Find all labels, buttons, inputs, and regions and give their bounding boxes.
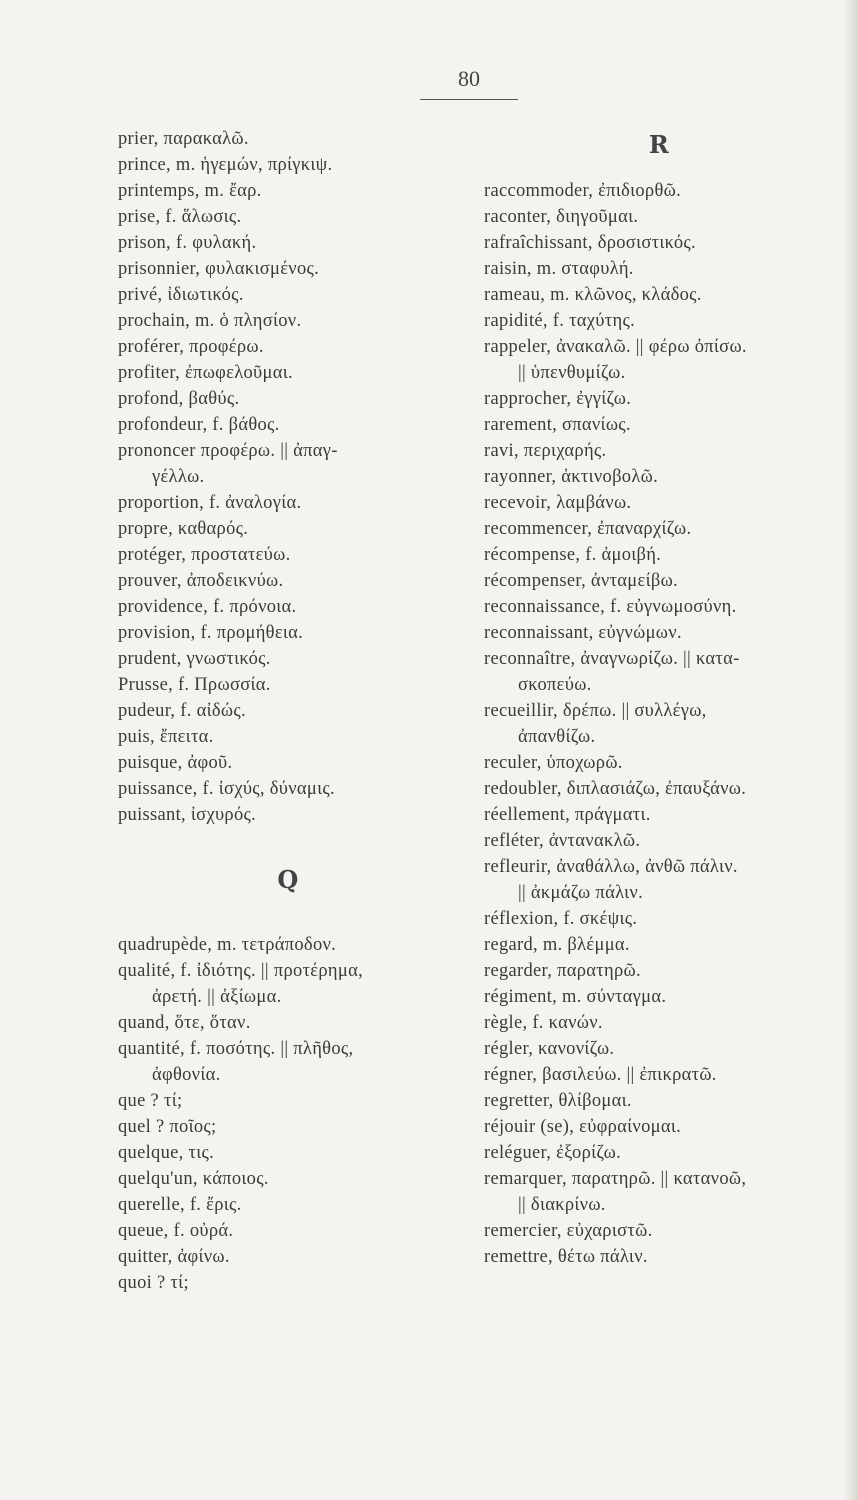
dictionary-entry: protéger, προστατεύω. [118,545,291,565]
dictionary-entry: reléguer, ἐξορίζω. [484,1143,622,1163]
section-letter: Q [277,865,299,894]
dictionary-entry: quadrupède, m. τετράποδον. [118,935,337,955]
section-letter: R [648,130,670,159]
dictionary-entry: querelle, f. ἔρις. [118,1195,242,1215]
dictionary-entry-continuation: γέλλω. [152,467,205,487]
dictionary-entry: regarder, παρατηρῶ. [484,961,641,981]
dictionary-entry: remettre, θέτω πάλιν. [484,1247,648,1267]
dictionary-entry: que ? τί; [118,1091,183,1111]
dictionary-entry: réellement, πράγματι. [484,805,651,825]
dictionary-entry: recueillir, δρέπω. || συλλέγω, [484,701,707,721]
dictionary-entry: reconnaître, ἀναγνωρίζω. || κατα- [484,649,740,669]
dictionary-entry: provision, f. προμήθεια. [118,623,304,643]
dictionary-entry: quelqu'un, κάποιος. [118,1169,269,1189]
dictionary-entry: regretter, θλίβομαι. [484,1091,632,1111]
dictionary-entry: profondeur, f. βάθος. [118,415,280,435]
dictionary-entry: régler, κανονίζω. [484,1039,615,1059]
dictionary-entry-continuation: ἀπανθίζω. [518,727,596,747]
dictionary-entry: proférer, προφέρω. [118,337,264,357]
dictionary-entry: prochain, m. ὁ πλησίον. [118,311,302,331]
dictionary-entry: reconnaissance, f. εὐγνωμοσύνη. [484,597,737,617]
dictionary-entry: puis, ἔπειτα. [118,727,214,747]
dictionary-entry: récompense, f. ἀμοιβή. [484,545,662,565]
dictionary-entry: raccommoder, ἐπιδιορθῶ. [484,181,682,201]
dictionary-entry: prisonnier, φυλακισμένος. [118,259,320,279]
dictionary-entry: recevoir, λαμβάνω. [484,493,632,513]
dictionary-entry: quand, ὅτε, ὅταν. [118,1013,251,1033]
dictionary-entry-continuation: || ὑπενθυμίζω. [518,363,626,383]
dictionary-entry: regard, m. βλέμμα. [484,935,630,955]
dictionary-entry: régiment, m. σύνταγμα. [484,987,667,1007]
dictionary-entry: quitter, ἀφίνω. [118,1247,230,1267]
page-edge-shadow [844,0,858,1500]
dictionary-entry: régner, βασιλεύω. || ἐπικρατῶ. [484,1065,717,1085]
page-number: 80 [458,66,480,91]
dictionary-entry: puissant, ἰσχυρός. [118,805,257,825]
dictionary-entry: prince, m. ἡγεμών, πρίγκιψ. [118,155,333,175]
dictionary-entry: profond, βαθύς. [118,389,240,409]
dictionary-entry: règle, f. κανών. [484,1013,603,1033]
dictionary-entry: rayonner, ἀκτινοβολῶ. [484,467,659,487]
dictionary-entry: rappeler, ἀνακαλῶ. || φέρω ὀπίσω. [484,337,747,357]
dictionary-entry: recommencer, ἐπαναρχίζω. [484,519,692,539]
dictionary-entry: pudeur, f. αἰδώς. [118,701,246,721]
header-rule [420,99,518,100]
dictionary-entry: reculer, ὑποχωρῶ. [484,753,623,773]
dictionary-entry: printemps, m. ἔαρ. [118,181,262,201]
dictionary-entry-continuation: σκοπεύω. [518,675,592,695]
dictionary-entry: prison, f. φυλακή. [118,233,257,253]
dictionary-entry: rafraîchissant, δροσιστικός. [484,233,696,253]
dictionary-entry-continuation: ἀφθονία. [152,1065,221,1085]
dictionary-entry: récompenser, ἀνταμείβω. [484,571,678,591]
dictionary-entry: raconter, διηγοῦμαι. [484,207,639,227]
dictionary-entry-continuation: ἀρετή. || ἀξίωμα. [152,987,282,1007]
dictionary-entry: réjouir (se), εὐφραίνομαι. [484,1117,682,1137]
dictionary-entry: profiter, ἐπωφελοῦμαι. [118,363,293,383]
dictionary-entry: proportion, f. ἀναλογία. [118,493,302,513]
dictionary-entry: privé, ἰδιωτικός. [118,285,244,305]
dictionary-entry: prouver, ἀποδεικνύω. [118,571,284,591]
dictionary-entry: réflexion, f. σκέψις. [484,909,638,929]
right-column [484,126,834,1270]
left-column [118,126,458,1296]
dictionary-entry-continuation: || διακρίνω. [518,1195,606,1215]
dictionary-entry: prudent, γνωστικός. [118,649,271,669]
dictionary-entry: puissance, f. ἰσχύς, δύναμις. [118,779,335,799]
dictionary-entry: rapprocher, ἐγγίζω. [484,389,632,409]
dictionary-entry: refleurir, ἀναθάλλω, ἀνθῶ πάλιν. [484,857,738,877]
dictionary-entry: rameau, m. κλῶνος, κλάδος. [484,285,702,305]
dictionary-entry: quoi ? τί; [118,1273,189,1293]
dictionary-entry: providence, f. πρόνοια. [118,597,297,617]
dictionary-entry: rapidité, f. ταχύτης. [484,311,636,331]
dictionary-entry: ravi, περιχαρής. [484,441,607,461]
dictionary-entry: Prusse, f. Πρωσσία. [118,675,271,695]
dictionary-entry: prise, f. ἅλωσις. [118,207,242,227]
dictionary-entry: propre, καθαρός. [118,519,249,539]
dictionary-entry: quantité, f. ποσότης. || πλῆθος, [118,1039,354,1059]
dictionary-entry: raisin, m. σταφυλή. [484,259,634,279]
dictionary-entry: redoubler, διπλασιάζω, ἐπαυξάνω. [484,779,747,799]
dictionary-entry: prier, παρακαλῶ. [118,129,249,149]
dictionary-entry: quel ? ποῖος; [118,1117,217,1137]
dictionary-entry: remarquer, παρατηρῶ. || κατανοῶ, [484,1169,747,1189]
dictionary-entry: refléter, ἀντανακλῶ. [484,831,641,851]
dictionary-entry: quelque, τις. [118,1143,215,1163]
dictionary-entry: remercier, εὐχαριστῶ. [484,1221,653,1241]
dictionary-entry: puisque, ἀφοῦ. [118,753,233,773]
dictionary-entry: queue, f. οὐρά. [118,1221,234,1241]
dictionary-entry-continuation: || ἀκμάζω πάλιν. [518,883,643,903]
dictionary-entry: reconnaissant, εὐγνώμων. [484,623,682,643]
dictionary-entry: qualité, f. ἰδιότης. || προτέρημα, [118,961,364,981]
dictionary-entry: rarement, σπανίως. [484,415,631,435]
dictionary-entry: prononcer προφέρω. || ἀπαγ- [118,441,338,461]
